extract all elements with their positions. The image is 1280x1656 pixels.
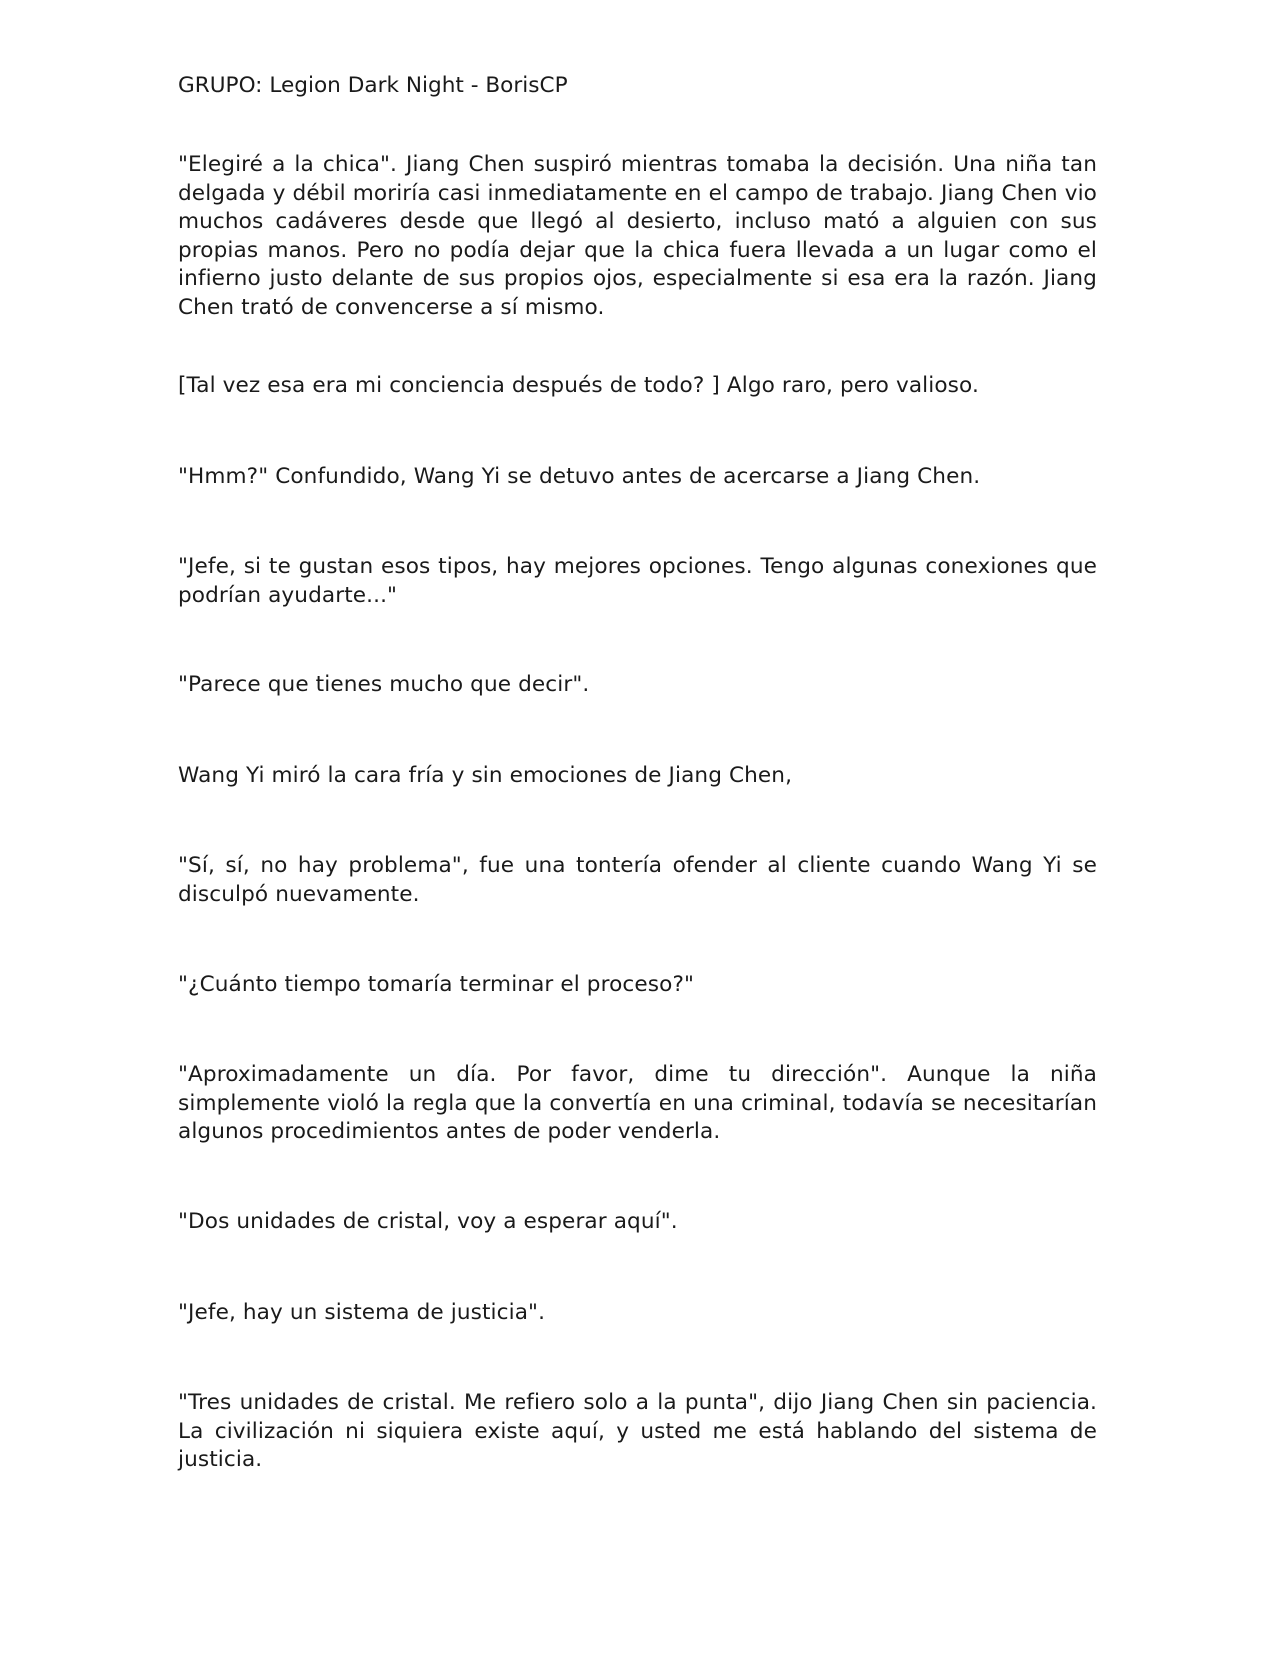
paragraph-6: Wang Yi miró la cara fría y sin emociones de Jiang Chen, [178,763,793,788]
paragraph-10: "Dos unidades de cristal, voy a esperar aquí". [178,1209,678,1234]
paragraph-12: "Tres unidades de cristal. Me refiero solo a la punta", dijo Jiang Chen sin paciencia. La civilización ni siquiera existe aquí, y usted me está hablando del sistema de justicia. [178,1390,1097,1472]
paragraph-7: "Sí, sí, no hay problema", fue una tontería ofender al cliente cuando Wang Yi se disculpó nuevamente. [178,853,1097,907]
paragraph-1: "Elegiré a la chica". Jiang Chen suspiró mientras tomaba la decisión. Una niña tan delgada y débil moriría casi inmediatamente en el campo de trabajo. Jiang Chen vio muchos cadáveres desde que llegó al desierto, incluso mató a alguien con sus propias manos. Pero no podía dejar que la chica fuera llevada a un lugar como el infierno justo delante de sus propios ojos, especialmente si esa era la razón. Jiang Chen trató de convencerse a sí mismo. [178,152,1097,320]
document-header: GRUPO: Legion Dark Night - BorisCP [178,73,568,98]
paragraph-5: "Parece que tienes mucho que decir". [178,672,590,697]
paragraph-4: "Jefe, si te gustan esos tipos, hay mejores opciones. Tengo algunas conexiones que podrían ayudarte..." [178,554,1097,608]
paragraph-2: [Tal vez esa era mi conciencia después de todo? ] Algo raro, pero valioso. [178,373,979,398]
paragraph-3: "Hmm?" Confundido, Wang Yi se detuvo antes de acercarse a Jiang Chen. [178,464,981,489]
paragraph-9: "Aproximadamente un día. Por favor, dime tu dirección". Aunque la niña simplemente violó la regla que la convertía en una criminal, todavía se necesitarían algunos procedimientos antes de poder venderla. [178,1062,1097,1144]
paragraph-8: "¿Cuánto tiempo tomaría terminar el proceso?" [178,972,695,997]
paragraph-11: "Jefe, hay un sistema de justicia". [178,1300,546,1325]
